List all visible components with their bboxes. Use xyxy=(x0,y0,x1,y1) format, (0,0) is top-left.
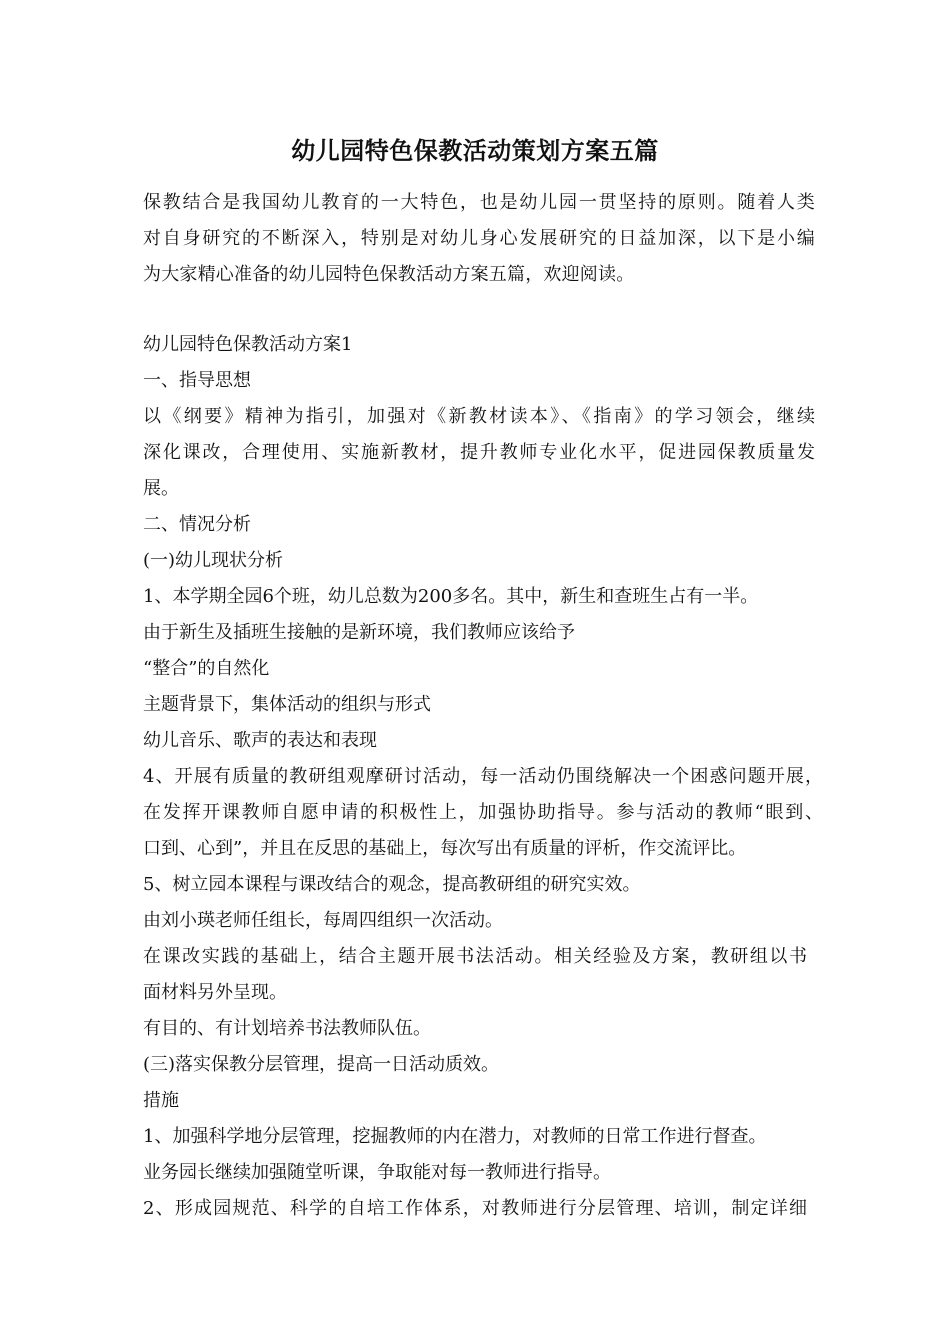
paragraph-line: 有目的、有计划培养书法教师队伍。 xyxy=(143,1018,431,1039)
paragraph-line: 由刘小瑛老师任组长，每周四组织一次活动。 xyxy=(143,910,503,931)
paragraph-line: 5、树立园本课程与课改结合的观念，提高教研组的研究实效。 xyxy=(143,874,641,895)
paragraph-line: 展。 xyxy=(143,478,179,499)
document-title: 幼儿园特色保教活动策划方案五篇 xyxy=(291,136,659,165)
paragraph-line: 由于新生及插班生接触的是新环境，我们教师应该给予 xyxy=(143,622,575,643)
intro-line: 为大家精心准备的幼儿园特色保教活动方案五篇，欢迎阅读。 xyxy=(143,264,635,285)
paragraph-line: 2、形成园规范、科学的自培工作体系，对教师进行分层管理、培训，制定详细 xyxy=(143,1198,807,1219)
subsection-heading: 二、情况分析 xyxy=(143,514,251,535)
subsection-heading: (一)幼儿现状分析 xyxy=(143,550,284,571)
paragraph-line: 以《纲要》精神为指引，加强对《新教材读本》、《指南》的学习领会，继续 xyxy=(143,406,815,427)
intro-line: 保教结合是我国幼儿教育的一大特色，也是幼儿园一贯坚持的原则。随着人类 xyxy=(143,192,815,213)
paragraph-line: 在发挥开课教师自愿申请的积极性上，加强协助指导。参与活动的教师“眼到、 xyxy=(143,802,823,823)
paragraph-line: 1、加强科学地分层管理，挖掘教师的内在潜力，对教师的日常工作进行督查。 xyxy=(143,1126,767,1147)
intro-line: 对自身研究的不断深入，特别是对幼儿身心发展研究的日益加深，以下是小编 xyxy=(143,228,815,249)
paragraph-line: 面材料另外呈现。 xyxy=(143,982,287,1003)
paragraph-line: 主题背景下，集体活动的组织与形式 xyxy=(143,694,431,715)
paragraph-line: 业务园长继续加强随堂听课，争取能对每一教师进行指导。 xyxy=(143,1162,611,1183)
subsection-heading: (三)落实保教分层管理，提高一日活动质效。 xyxy=(143,1054,500,1075)
section-heading: 幼儿园特色保教活动方案1 xyxy=(143,334,353,355)
paragraph-line: 1、本学期全园6个班，幼儿总数为200多名。其中，新生和查班生占有一半。 xyxy=(143,586,759,607)
paragraph-line: 在课改实践的基础上，结合主题开展书法活动。相关经验及方案，教研组以书 xyxy=(143,946,807,967)
paragraph-line: 口到、心到”，并且在反思的基础上，每次写出有质量的评析，作交流评比。 xyxy=(143,838,747,859)
paragraph-line: 措施 xyxy=(143,1090,179,1111)
paragraph-line: 幼儿音乐、歌声的表达和表现 xyxy=(143,730,377,751)
paragraph-line: “整合”的自然化 xyxy=(143,658,270,679)
paragraph-line: 4、开展有质量的教研组观摩研讨活动，每一活动仍围绕解决一个困惑问题开展， xyxy=(143,766,823,787)
document-body xyxy=(143,327,825,1227)
paragraph-line: 深化课改，合理使用、实施新教材，提升教师专业化水平，促进园保教质量发 xyxy=(143,442,815,463)
intro-paragraph xyxy=(143,185,815,293)
subsection-heading: 一、指导思想 xyxy=(143,370,251,391)
